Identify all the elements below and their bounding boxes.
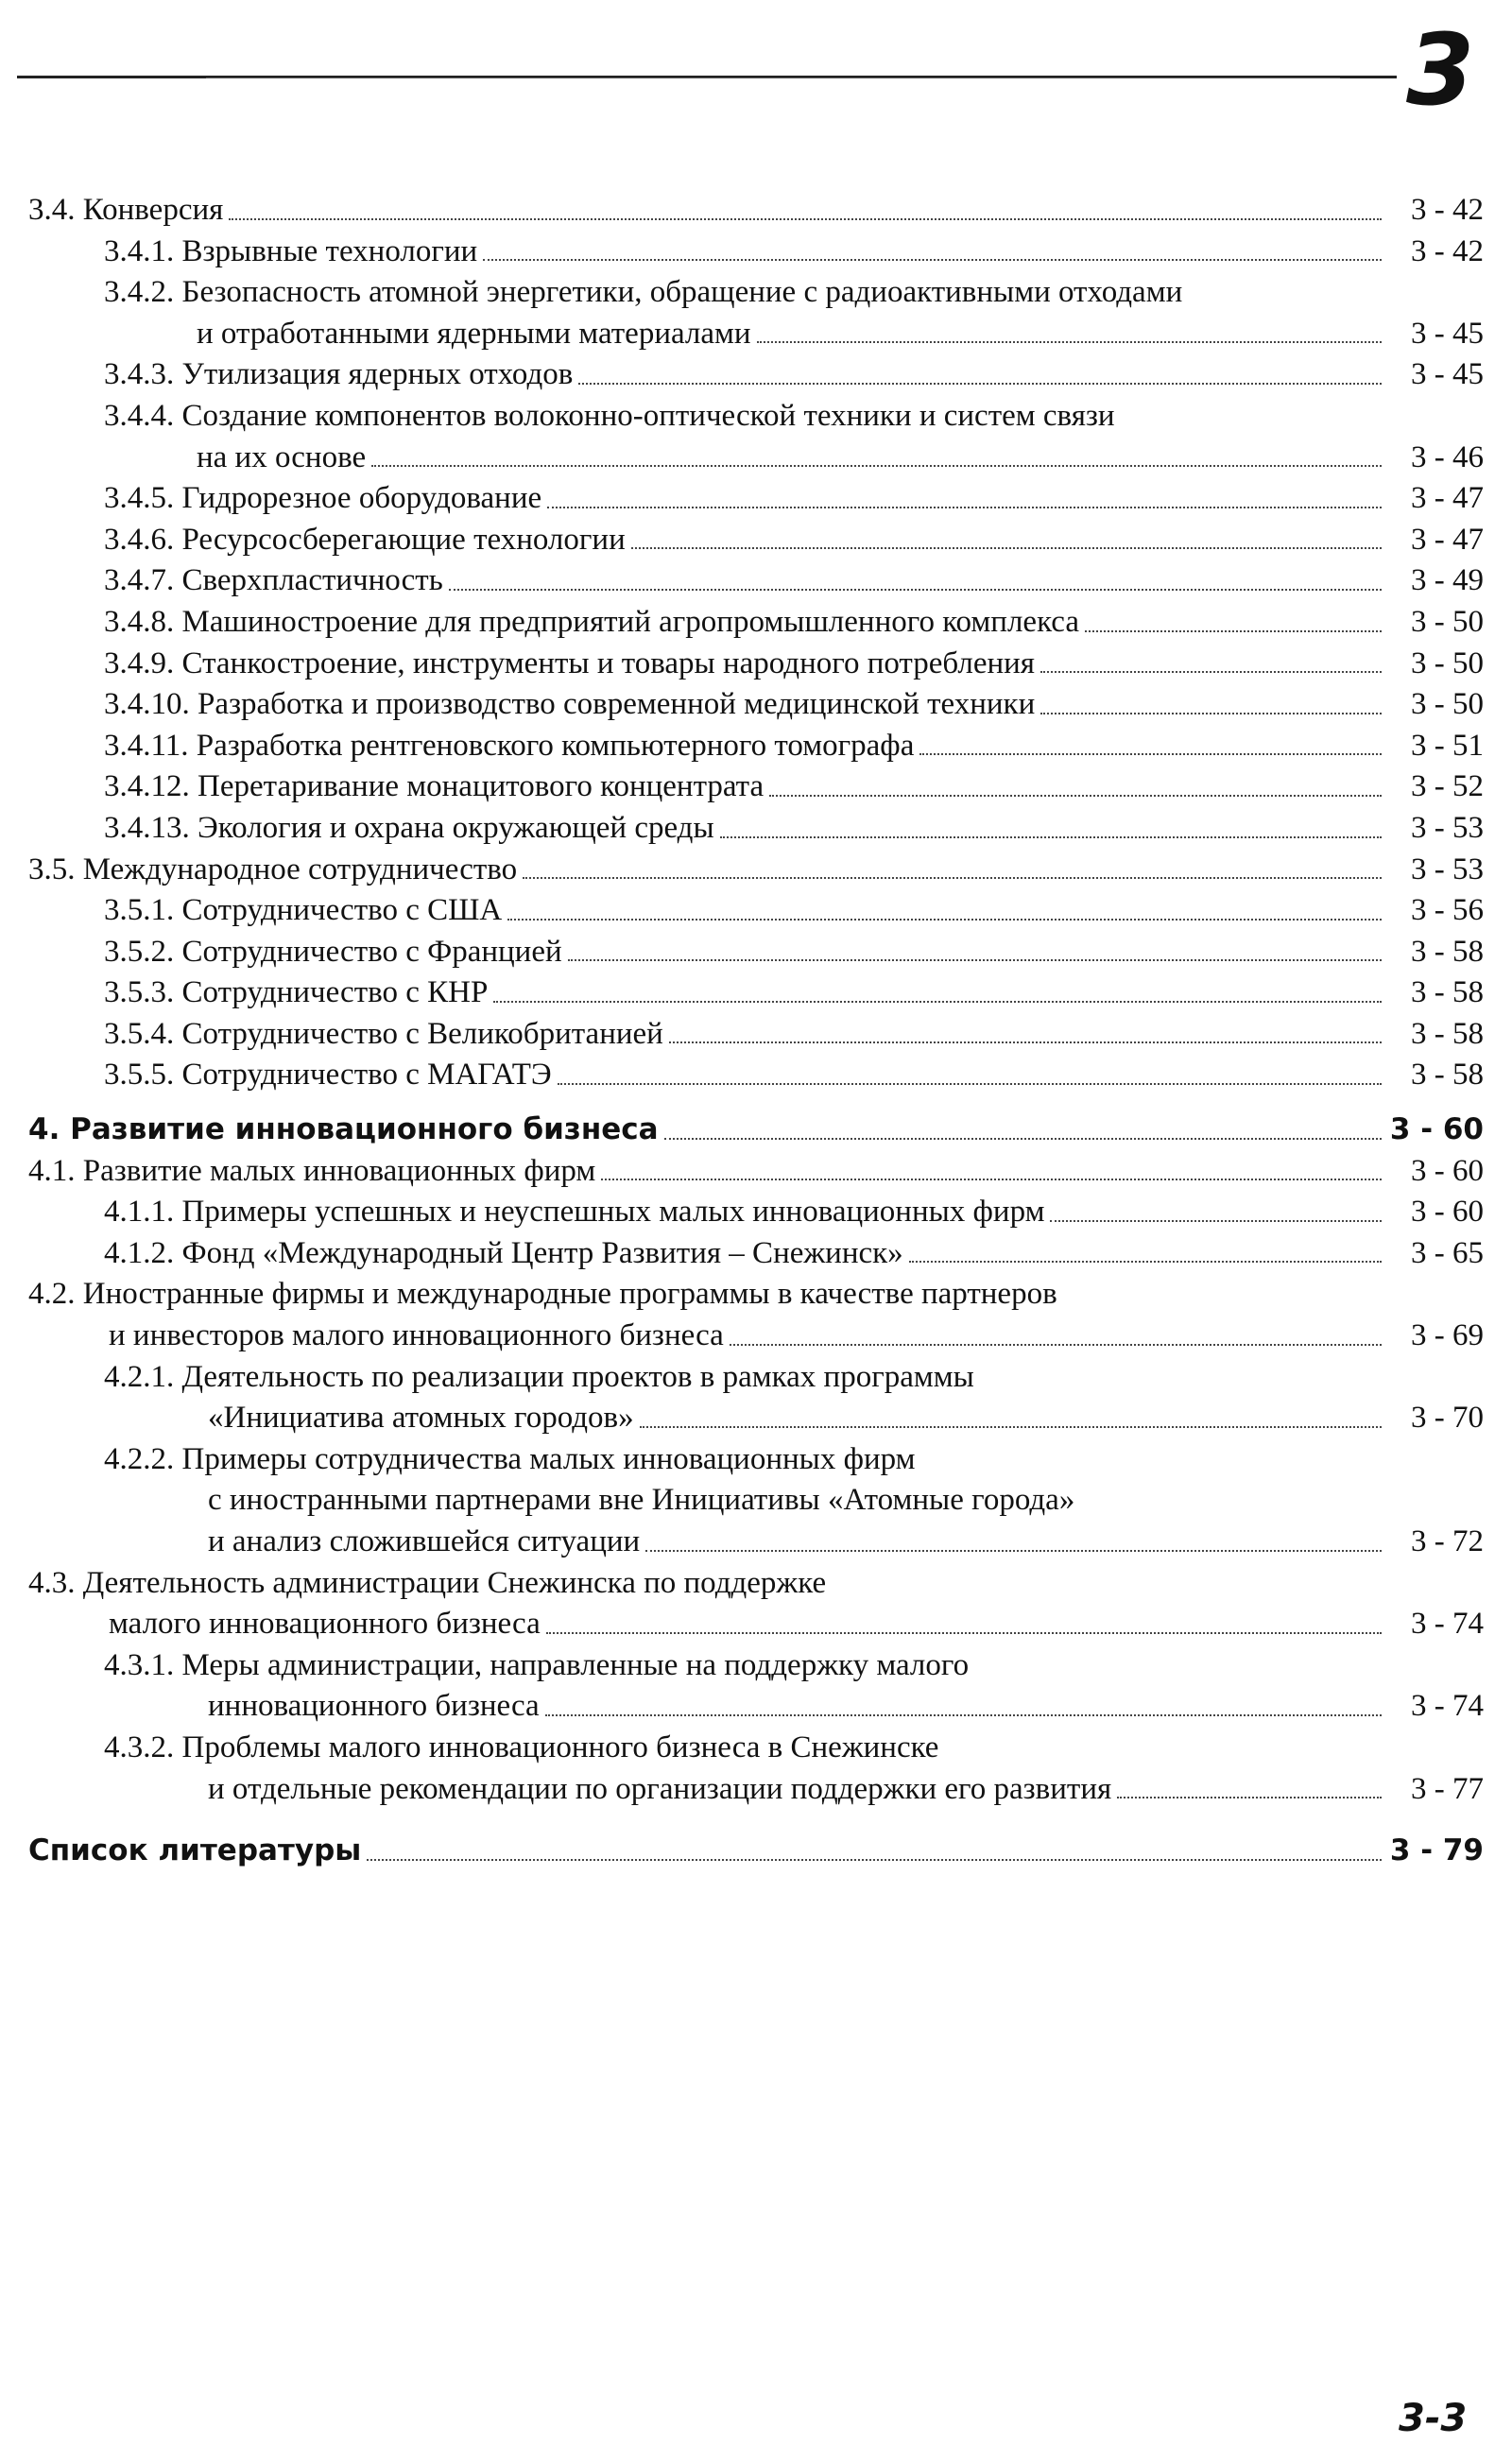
leader-dots bbox=[367, 1859, 1382, 1861]
toc-entry-title: 3.4.3. Утилизация ядерных отходов bbox=[104, 357, 574, 392]
toc-entry-3-4-4-line-1[interactable] bbox=[28, 396, 1484, 438]
leader-dots bbox=[757, 341, 1382, 343]
toc-entry-title-cont: «Инициатива атомных городов» bbox=[208, 1401, 634, 1436]
leader-dots bbox=[545, 1714, 1382, 1716]
toc-entry-title: 3.4.10. Разработка и производство современной медицинской техники bbox=[104, 687, 1036, 722]
toc-entry-page: 3 - 50 bbox=[1411, 687, 1484, 722]
toc-entry-4-2-2[interactable] bbox=[28, 1522, 1484, 1563]
leader-dots bbox=[645, 1550, 1382, 1552]
toc-entry-4-3-1-line-1[interactable] bbox=[28, 1645, 1484, 1687]
toc-entry-title: 3.5.1. Сотрудничество с США bbox=[104, 893, 503, 928]
leader-dots bbox=[909, 1261, 1382, 1263]
leader-dots bbox=[371, 465, 1382, 467]
toc-entry-4-2-1[interactable] bbox=[28, 1398, 1484, 1439]
toc-entry-title: 3.5.5. Сотрудничество с МАГАТЭ bbox=[104, 1058, 552, 1093]
toc-entry-4-2-line-1[interactable] bbox=[28, 1274, 1484, 1316]
toc-entry-3-4-12[interactable] bbox=[28, 766, 1484, 808]
toc-entry-title: 3.4.11. Разработка рентгеновского компьютерного томографа bbox=[104, 728, 915, 763]
toc-entry-3-5-2[interactable] bbox=[28, 932, 1484, 973]
toc-entry-page: 3 - 74 bbox=[1411, 1607, 1484, 1642]
page-number: 3-3 bbox=[1399, 2397, 1468, 2440]
toc-entry-4-3-2[interactable] bbox=[28, 1769, 1484, 1811]
leader-dots bbox=[1050, 1220, 1382, 1222]
toc-entry-page: 3 - 60 bbox=[1411, 1153, 1484, 1188]
toc-entry-page: 3 - 79 bbox=[1389, 1833, 1484, 1868]
leader-dots bbox=[631, 547, 1382, 549]
toc-entry-title: Список литературы bbox=[28, 1833, 362, 1868]
leader-dots bbox=[546, 1632, 1382, 1634]
toc-entry-page: 3 - 58 bbox=[1411, 1016, 1484, 1051]
toc-entry-page: 3 - 50 bbox=[1411, 604, 1484, 639]
toc-entry-4-3-line-1[interactable] bbox=[28, 1563, 1484, 1605]
toc-entry-title: 3.4.9. Станкостроение, инструменты и товары народного потребления bbox=[104, 645, 1035, 680]
leader-dots bbox=[730, 1344, 1382, 1346]
toc-entry-page: 3 - 45 bbox=[1411, 357, 1484, 392]
toc-entry-page: 3 - 69 bbox=[1411, 1318, 1484, 1353]
toc-entry-4-2-1-line-1[interactable] bbox=[28, 1357, 1484, 1399]
toc-entry-3-4-5[interactable] bbox=[28, 478, 1484, 520]
leader-dots bbox=[1117, 1797, 1382, 1798]
toc-entry-4-1[interactable] bbox=[28, 1151, 1484, 1193]
toc-entry-title: 3.5.3. Сотрудничество с КНР bbox=[104, 975, 489, 1010]
toc-entry-title: 4.2. Иностранные фирмы и международные программы в качестве партнеров bbox=[28, 1277, 1057, 1312]
leader-dots bbox=[507, 919, 1382, 921]
leader-dots bbox=[229, 218, 1382, 220]
toc-entry-4-3[interactable] bbox=[28, 1604, 1484, 1645]
toc-entry-page: 3 - 70 bbox=[1411, 1401, 1484, 1436]
toc-entry-3-4-6[interactable] bbox=[28, 520, 1484, 561]
toc-entry-3-4-2[interactable] bbox=[28, 314, 1484, 355]
toc-entry-title: 4.1.1. Примеры успешных и неуспешных малых инновационных фирм bbox=[104, 1195, 1045, 1230]
toc-entry-4[interactable] bbox=[28, 1110, 1484, 1151]
toc-entry-page: 3 - 72 bbox=[1411, 1524, 1484, 1558]
leader-dots bbox=[640, 1426, 1382, 1428]
toc-entry-page: 3 - 53 bbox=[1411, 852, 1484, 886]
toc-entry-title: 4.2.1. Деятельность по реализации проектов в рамках программы bbox=[104, 1359, 974, 1394]
toc-entry-3-5-4[interactable] bbox=[28, 1014, 1484, 1056]
leader-dots bbox=[1040, 671, 1382, 673]
toc-entry-title: 3.5. Международное сотрудничество bbox=[28, 852, 518, 886]
toc-entry-page: 3 - 77 bbox=[1411, 1771, 1484, 1806]
toc-entry-title-cont: инновационного бизнеса bbox=[208, 1689, 540, 1724]
leader-dots bbox=[483, 259, 1382, 261]
toc-entry-title: 3.4.8. Машиностроение для предприятий агропромышленного комплекса bbox=[104, 604, 1079, 639]
leader-dots bbox=[449, 589, 1382, 591]
toc-entry-page: 3 - 58 bbox=[1411, 1058, 1484, 1093]
toc-entry-page: 3 - 56 bbox=[1411, 893, 1484, 928]
leader-dots bbox=[558, 1083, 1382, 1085]
toc-entry-page: 3 - 47 bbox=[1411, 522, 1484, 557]
toc-entry-page: 3 - 49 bbox=[1411, 563, 1484, 598]
toc-entry-page: 3 - 58 bbox=[1411, 975, 1484, 1010]
chapter-mark: 3 bbox=[1406, 12, 1475, 128]
toc-entry-4-2[interactable] bbox=[28, 1316, 1484, 1357]
leader-dots bbox=[669, 1041, 1382, 1043]
toc-entry-title: 4.1.2. Фонд «Международный Центр Развития – Снежинск» bbox=[104, 1235, 903, 1270]
leader-dots bbox=[568, 959, 1382, 961]
toc-entry-title: 3.4.5. Гидрорезное оборудование bbox=[104, 481, 542, 516]
toc-entry-page: 3 - 51 bbox=[1411, 728, 1484, 763]
toc-entry-3-4[interactable] bbox=[28, 190, 1484, 232]
toc-entry-4-2-2-line-1[interactable] bbox=[28, 1439, 1484, 1481]
toc-entry-page: 3 - 53 bbox=[1411, 810, 1484, 845]
leader-dots bbox=[919, 753, 1382, 755]
toc-entry-title-cont: с иностранными партнерами вне Инициативы «Атомные города» bbox=[208, 1483, 1075, 1518]
toc-entry-4-1-1[interactable] bbox=[28, 1192, 1484, 1233]
leader-dots bbox=[1085, 630, 1382, 632]
toc-entry-page: 3 - 42 bbox=[1411, 233, 1484, 268]
toc-entry-page: 3 - 60 bbox=[1411, 1195, 1484, 1230]
toc-entry-3-5-5[interactable] bbox=[28, 1055, 1484, 1096]
toc-entry-page: 3 - 47 bbox=[1411, 481, 1484, 516]
toc-entry-title: 3.4.12. Перетаривание монацитового концентрата bbox=[104, 769, 765, 804]
toc-entry-3-5-1[interactable] bbox=[28, 890, 1484, 932]
toc-entry-title: 3.4.6. Ресурсосберегающие технологии bbox=[104, 522, 626, 557]
leader-dots bbox=[1040, 713, 1382, 714]
toc-entry-title-cont: и анализ сложившейся ситуации bbox=[208, 1524, 641, 1558]
toc-entry-title: 3.4.7. Сверхпластичность bbox=[104, 563, 443, 598]
toc-entry-page: 3 - 42 bbox=[1411, 193, 1484, 227]
toc-entry-title: 4.3. Деятельность администрации Снежинска по поддержке bbox=[28, 1565, 827, 1600]
leader-dots bbox=[523, 877, 1382, 879]
toc-entry-title: 3.5.2. Сотрудничество с Францией bbox=[104, 934, 562, 969]
toc-entry-title-cont: и отработанными ядерными материалами bbox=[197, 316, 751, 351]
toc-entry-3-4-3[interactable] bbox=[28, 354, 1484, 396]
toc-entry-3-4-8[interactable] bbox=[28, 602, 1484, 644]
toc-entry-3-4-10[interactable] bbox=[28, 684, 1484, 726]
toc-entry-title: 4.3.1. Меры администрации, направленные на поддержку малого bbox=[104, 1647, 970, 1682]
leader-dots bbox=[720, 836, 1382, 838]
toc-entry-3-5-3[interactable] bbox=[28, 972, 1484, 1014]
toc-entry-title: 3.5.4. Сотрудничество с Великобританией bbox=[104, 1016, 663, 1051]
toc-entry-title: 3.4.4. Создание компонентов волоконно-оптической техники и систем связи bbox=[104, 398, 1115, 433]
toc-entry-title-cont: и отдельные рекомендации по организации поддержки его развития bbox=[208, 1771, 1112, 1806]
toc-entry-title: 4.1. Развитие малых инновационных фирм bbox=[28, 1153, 596, 1188]
toc-entry-4-3-2-line-1[interactable] bbox=[28, 1728, 1484, 1769]
toc-entry-page: 3 - 45 bbox=[1411, 316, 1484, 351]
toc-entry-3-4-11[interactable] bbox=[28, 726, 1484, 767]
toc-entry-page: 3 - 58 bbox=[1411, 934, 1484, 969]
leader-dots bbox=[578, 383, 1382, 385]
leader-dots bbox=[769, 795, 1382, 797]
toc-entry-3-4-13[interactable] bbox=[28, 808, 1484, 850]
toc-entry-title-cont: малого инновационного бизнеса bbox=[109, 1607, 541, 1642]
toc-entry-3-4-2-line-1[interactable] bbox=[28, 272, 1484, 314]
toc-entry-4-3-1[interactable] bbox=[28, 1686, 1484, 1728]
toc-entry-title: 3.4.2. Безопасность атомной энергетики, обращение с радиоактивными отходами bbox=[104, 275, 1183, 310]
toc-entry-4-1-2[interactable] bbox=[28, 1233, 1484, 1275]
toc-entry-3-4-7[interactable] bbox=[28, 560, 1484, 602]
header-rule bbox=[17, 76, 1397, 78]
toc-entry-title: 3.4. Конверсия bbox=[28, 193, 224, 227]
toc-entry-3-4-1[interactable] bbox=[28, 232, 1484, 273]
toc-entry-title: 3.4.1. Взрывные технологии bbox=[104, 233, 478, 268]
toc-entry-page: 3 - 65 bbox=[1411, 1235, 1484, 1270]
toc-entry-page: 3 - 50 bbox=[1411, 645, 1484, 680]
toc-entry-3-4-9[interactable] bbox=[28, 644, 1484, 685]
toc-entry-title: 4.2.2. Примеры сотрудничества малых инновационных фирм bbox=[104, 1441, 916, 1476]
leader-dots bbox=[664, 1138, 1382, 1140]
toc-entry-page: 3 - 52 bbox=[1411, 769, 1484, 804]
toc-entry-title: 4.3.2. Проблемы малого инновационного бизнеса в Снежинске bbox=[104, 1730, 939, 1764]
leader-dots bbox=[547, 507, 1382, 508]
toc-entry-page: 3 - 46 bbox=[1411, 439, 1484, 474]
toc-entry-title: 3.4.13. Экология и охрана окружающей среды bbox=[104, 810, 714, 845]
table-of-contents bbox=[28, 190, 1484, 1872]
toc-entry-references[interactable] bbox=[28, 1831, 1484, 1872]
leader-dots bbox=[601, 1179, 1382, 1180]
toc-entry-page: 3 - 60 bbox=[1389, 1112, 1484, 1147]
toc-entry-title-cont: на их основе bbox=[197, 439, 367, 474]
leader-dots bbox=[493, 1001, 1382, 1003]
toc-entry-title-cont: и инвесторов малого инновационного бизнеса bbox=[109, 1318, 724, 1353]
toc-entry-page: 3 - 74 bbox=[1411, 1689, 1484, 1724]
toc-entry-4-2-2-line-2[interactable] bbox=[28, 1480, 1484, 1522]
toc-entry-3-5[interactable] bbox=[28, 850, 1484, 891]
toc-entry-title: 4. Развитие инновационного бизнеса bbox=[28, 1112, 659, 1147]
toc-entry-3-4-4[interactable] bbox=[28, 438, 1484, 479]
